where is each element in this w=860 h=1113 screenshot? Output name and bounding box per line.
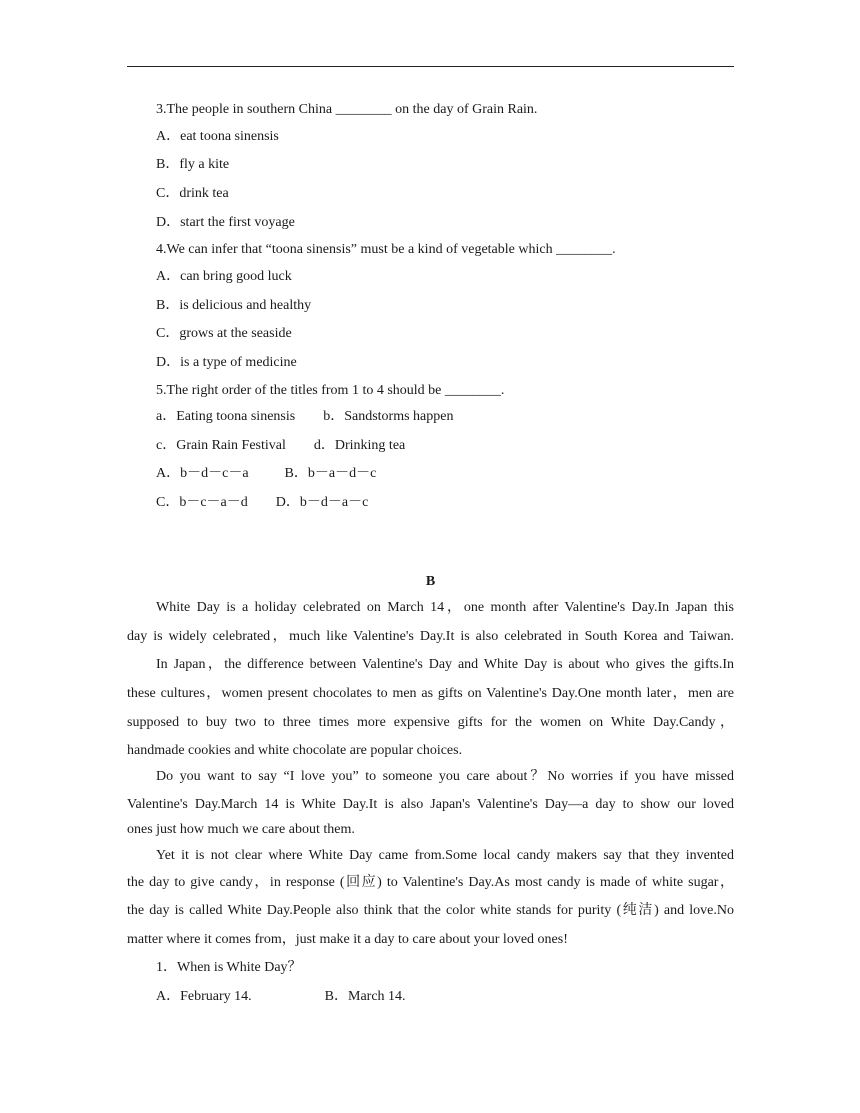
passage-line: these cultures，women present chocolates to men as gifts on Valentine's Day.One month later，men are [127, 686, 734, 701]
title-b: b．Sandstorms happen [323, 409, 454, 424]
question-5-titles-row-2 [156, 437, 405, 455]
question-1-option-a: A．February 14. [156, 989, 252, 1004]
question-4-option-b: B．is delicious and healthy [156, 298, 312, 313]
passage-line: the day is called White Day.People also think that the color white stands for purity (纯洁) and love.No [127, 903, 734, 918]
title-c: c．Grain Rain Festival [156, 438, 286, 453]
question-3-option-b: B．fly a kite [156, 157, 230, 172]
question-5-option-a: A．b－d－c－a [156, 466, 249, 481]
question-4-option-c: C．grows at the seaside [156, 326, 292, 341]
passage-line: Do you want to say “I love you” to someone you care about？No worries if you have missed [156, 769, 734, 784]
passage-line: Valentine's Day.March 14 is White Day.It is also Japan's Valentine's Day—a day to show our loved [127, 797, 734, 812]
question-3-option-a: A．eat toona sinensis [156, 129, 279, 144]
passage-line: In Japan，the difference between Valentine's Day and White Day is about who gives the gifts.In [156, 657, 734, 672]
question-3-option-d: D．start the first voyage [156, 215, 295, 230]
passage-line: matter where it comes from，just make it a day to care about your loved ones! [127, 932, 568, 947]
question-5-stem: 5.The right order of the titles from 1 to 4 should be ________. [156, 383, 505, 398]
question-1-option-b: B．March 14. [324, 989, 406, 1004]
header-rule [127, 66, 734, 67]
question-1-stem: 1．When is White Day？ [156, 960, 302, 975]
question-5-option-b: B．b－a－d－c [284, 466, 377, 481]
passage-line: ones just how much we care about them. [127, 822, 355, 837]
question-5-options-row-1 [156, 465, 376, 483]
question-1-options-row [156, 988, 406, 1006]
passage-line: day is widely celebrated，much like Valentine's Day.It is also celebrated in South Korea and Taiwan. [127, 629, 734, 644]
question-4-option-d: D．is a type of medicine [156, 355, 297, 370]
question-3-stem: 3.The people in southern China ________ on the day of Grain Rain. [156, 102, 538, 117]
passage-line: the day to give candy，in response (回应) to Valentine's Day.As most candy is made of white sugar， [127, 875, 734, 890]
passage-line: supposed to buy two to three times more expensive gifts for the women on White Day.Candy， [127, 715, 734, 730]
question-4-stem: 4.We can infer that “toona sinensis” must be a kind of vegetable which ________. [156, 242, 616, 257]
question-3-option-c: C．drink tea [156, 186, 229, 201]
passage-line: Yet it is not clear where White Day came from.Some local candy makers say that they invented [156, 848, 734, 863]
question-5-option-c: C．b－c－a－d [156, 495, 248, 510]
question-4-option-a: A．can bring good luck [156, 269, 292, 284]
question-5-option-d: D．b－d－a－c [275, 495, 369, 510]
question-5-options-row-2 [156, 494, 368, 512]
passage-line: handmade cookies and white chocolate are popular choices. [127, 743, 463, 758]
question-5-titles-row-1 [156, 408, 453, 426]
title-d: d．Drinking tea [313, 438, 406, 453]
title-a: a．Eating toona sinensis [156, 409, 296, 424]
passage-line: White Day is a holiday celebrated on March 14，one month after Valentine's Day.In Japan this [156, 600, 734, 615]
section-heading: B [425, 574, 436, 589]
